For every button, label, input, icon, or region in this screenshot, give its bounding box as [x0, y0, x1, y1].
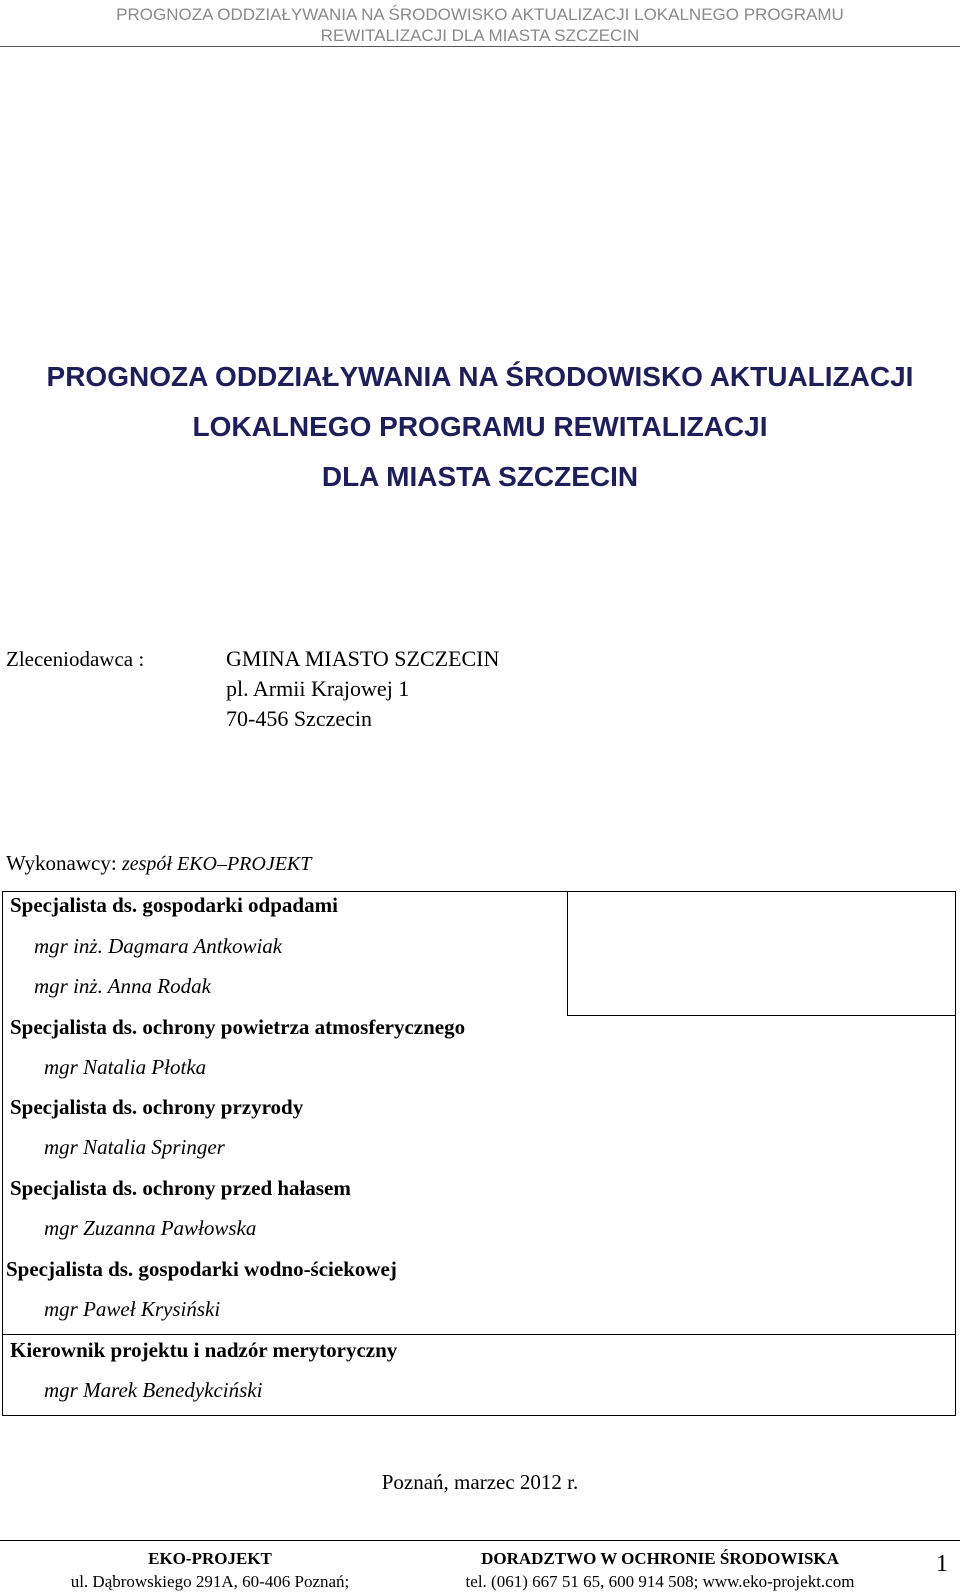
team-role: Kierownik projektu i nadzór merytoryczny [10, 1338, 398, 1362]
team-person: mgr Zuzanna Pawłowska [44, 1216, 257, 1240]
team-person: mgr Paweł Krysiński [44, 1297, 221, 1321]
footer-company: EKO-PROJEKT [148, 1549, 272, 1568]
team-person: mgr Marek Benedykciński [44, 1378, 263, 1402]
client-name: GMINA MIASTO SZCZECIN [226, 646, 500, 671]
document-title-line1: PROGNOZA ODDZIAŁYWANIA NA ŚRODOWISKO AKTUALIZACJI [46, 361, 914, 392]
team-role: Specjalista ds. ochrony przed hałasem [10, 1176, 351, 1200]
client-city: 70-456 Szczecin [226, 706, 372, 731]
team-role: Specjalista ds. gospodarki wodno-ściekowej [6, 1257, 397, 1281]
table-divider [2, 1334, 956, 1335]
client-label: Zleceniodawca : [6, 647, 145, 671]
running-header-line2: REWITALIZACJI DLA MIASTA SZCZECIN [320, 26, 640, 45]
team-role: Specjalista ds. ochrony przyrody [10, 1095, 304, 1119]
footer-contact: tel. (061) 667 51 65, 600 914 508; www.eko-projekt.com [465, 1572, 855, 1591]
document-title-line3: DLA MIASTA SZCZECIN [321, 461, 639, 492]
team-person: mgr Natalia Springer [44, 1135, 225, 1159]
footer-tagline: DORADZTWO W OCHRONIE ŚRODOWISKA [481, 1549, 839, 1568]
page-number: 1 [936, 1551, 948, 1577]
client-street: pl. Armii Krajowej 1 [226, 676, 410, 701]
running-header [0, 4, 960, 46]
team-role: Specjalista ds. ochrony powietrza atmosferycznego [10, 1015, 466, 1039]
header-divider [0, 46, 960, 47]
table-column-divider [567, 891, 568, 1016]
footer-divider [0, 1540, 960, 1541]
footer-address: ul. Dąbrowskiego 291A, 60-406 Poznań; [70, 1572, 350, 1591]
team-person: mgr Natalia Płotka [44, 1055, 207, 1079]
place-and-date: Poznań, marzec 2012 r. [381, 1470, 579, 1494]
executors-label: Wykonawcy: [6, 851, 117, 875]
table-divider [567, 1015, 956, 1016]
team-person: mgr inż. Dagmara Antkowiak [34, 934, 283, 958]
document-title-line2: LOKALNEGO PROGRAMU REWITALIZACJI [192, 411, 768, 442]
team-person: mgr inż. Anna Rodak [34, 974, 211, 998]
team-role: Specjalista ds. gospodarki odpadami [10, 893, 338, 917]
executors-team: zespół EKO–PROJEKT [121, 853, 312, 875]
executors [6, 851, 311, 876]
running-header-line1: PROGNOZA ODDZIAŁYWANIA NA ŚRODOWISKO AKTUALIZACJI LOKALNEGO PROGRAMU [116, 5, 844, 24]
